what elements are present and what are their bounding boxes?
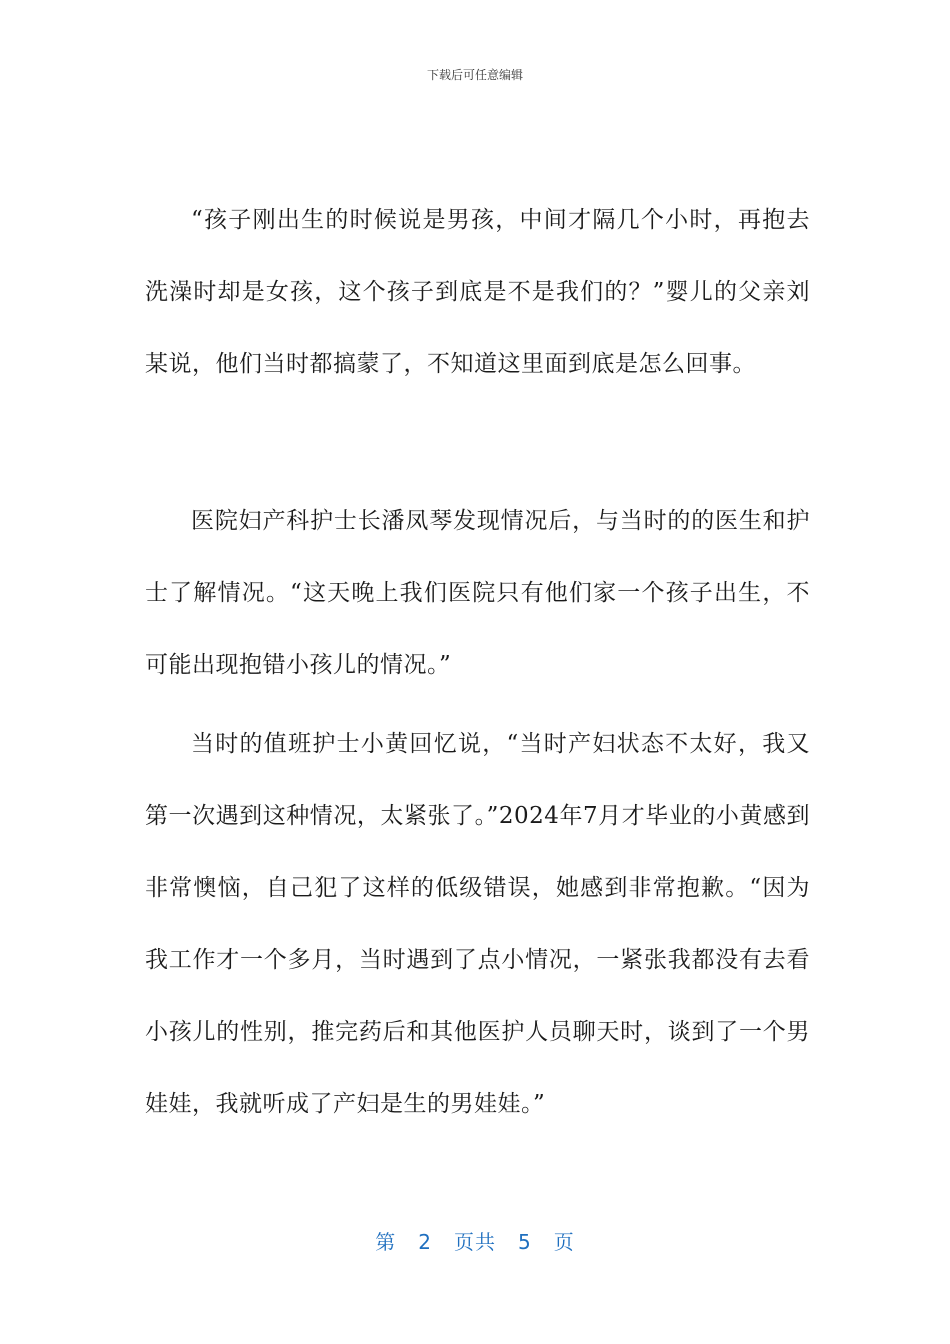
- header-note: 下载后可任意编辑: [426, 68, 523, 82]
- page-footer: [0, 1226, 950, 1255]
- footer-current-page: 2: [418, 1230, 432, 1254]
- paragraph-3: 当时的值班护士小黄回忆说，“当时产妇状态不太好，我又第一次遇到这种情况，太紧张了。”2024年7月才毕业的小黄感到非常懊恼，自己犯了这样的低级错误，她感到非常抱歉。“因为我工作才一个多月，当时遇到了点小情况，一紧张我都没有去看小孩儿的性别，推完药后和其他医护人员聊天时，谈到了一个男娃娃，我就听成了产妇是生的男娃娃。”: [145, 731, 810, 1117]
- footer-prefix: 第: [375, 1230, 397, 1254]
- paragraph-2: 医院妇产科护士长潘凤琴发现情况后，与当时的的医生和护士了解情况。“这天晚上我们医院只有他们家一个孩子出生，不可能出现抱错小孩儿的情况。”: [145, 508, 810, 678]
- footer-middle: 页共: [454, 1230, 496, 1254]
- footer-suffix: 页: [553, 1230, 575, 1254]
- footer-total-pages: 5: [518, 1230, 532, 1254]
- paragraph-1: “孩子刚出生的时候说是男孩，中间才隔几个小时，再抱去洗澡时却是女孩，这个孩子到底是不是我们的？”婴儿的父亲刘某说，他们当时都搞蒙了，不知道这里面到底是怎么回事。: [145, 207, 810, 377]
